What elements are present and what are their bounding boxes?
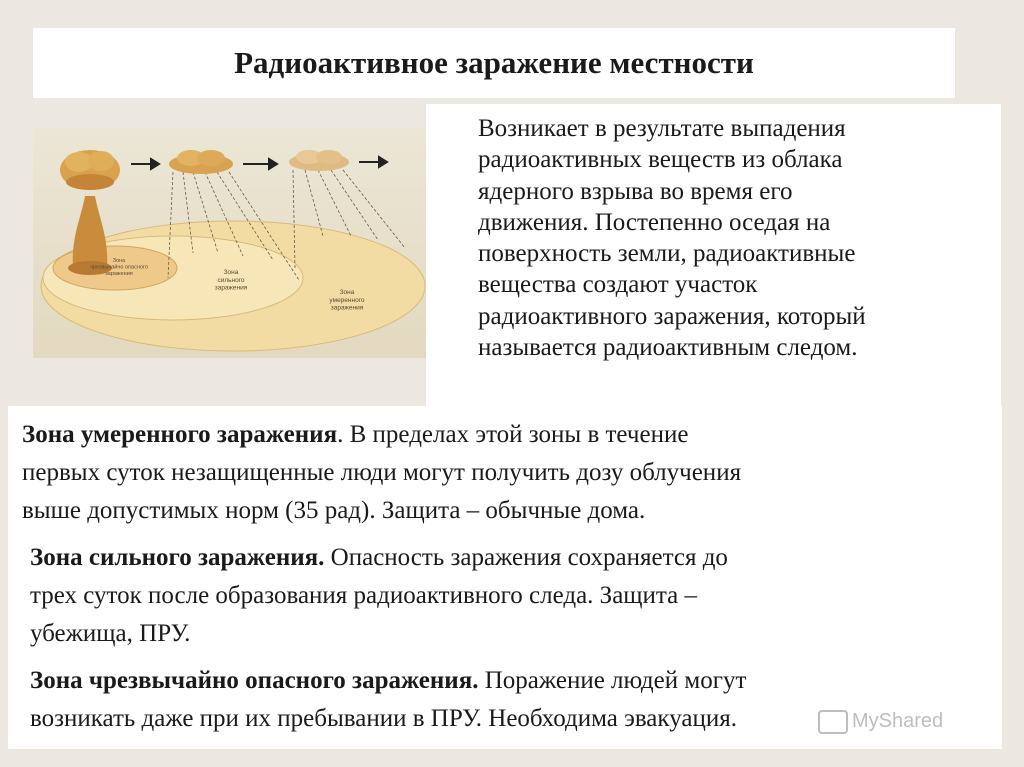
fallout-diagram: [33, 128, 426, 358]
intro-text: Возникает в результате выпадения радиоактивных веществ из облака ядерного взрыва во время его движения. Постепенно оседая на поверхность земли, радиоактивные вещества создают участок радиоактивного заражения, который называется радиоактивным следом.: [478, 115, 866, 362]
zone-moderate-heading: Зона умеренного заражения: [22, 421, 338, 448]
zone-extreme-heading: Зона чрезвычайно опасного заражения.: [30, 667, 479, 694]
watermark-text: MyShared: [852, 710, 944, 732]
zones-description-box: [8, 406, 1002, 749]
title-box: [33, 28, 955, 98]
watermark-logo-icon: [818, 710, 848, 734]
zone-moderate-paragraph: [22, 416, 997, 530]
zone-strong-label: Зона сильного заражения: [214, 269, 248, 292]
zone-moderate-text: . В пределах этой зоны в течение первых суток незащищенные люди могут получить дозу облучения выше допустимых норм (35 рад). Защита – обычные дома.: [22, 421, 742, 524]
zone-extreme-text: Поражение людей могут возникать даже при их пребывании в ПРУ. Необходима эвакуация.: [30, 667, 747, 732]
watermark: [818, 701, 998, 741]
zone-strong-heading: Зона сильного заражения.: [30, 544, 325, 571]
intro-box: [426, 104, 1001, 407]
zone-extreme-label: Зона чрезвычайно опасного заражения: [90, 258, 148, 278]
zone-moderate-label: Зона умеренного заражения: [329, 289, 365, 312]
zone-strong-paragraph: [30, 539, 997, 653]
slide-title: Радиоактивное заражение местности: [234, 45, 754, 80]
zone-strong-text: Опасность заражения сохраняется до трех суток после образования радиоактивного следа. Защита – убежища, ПРУ.: [30, 544, 728, 647]
